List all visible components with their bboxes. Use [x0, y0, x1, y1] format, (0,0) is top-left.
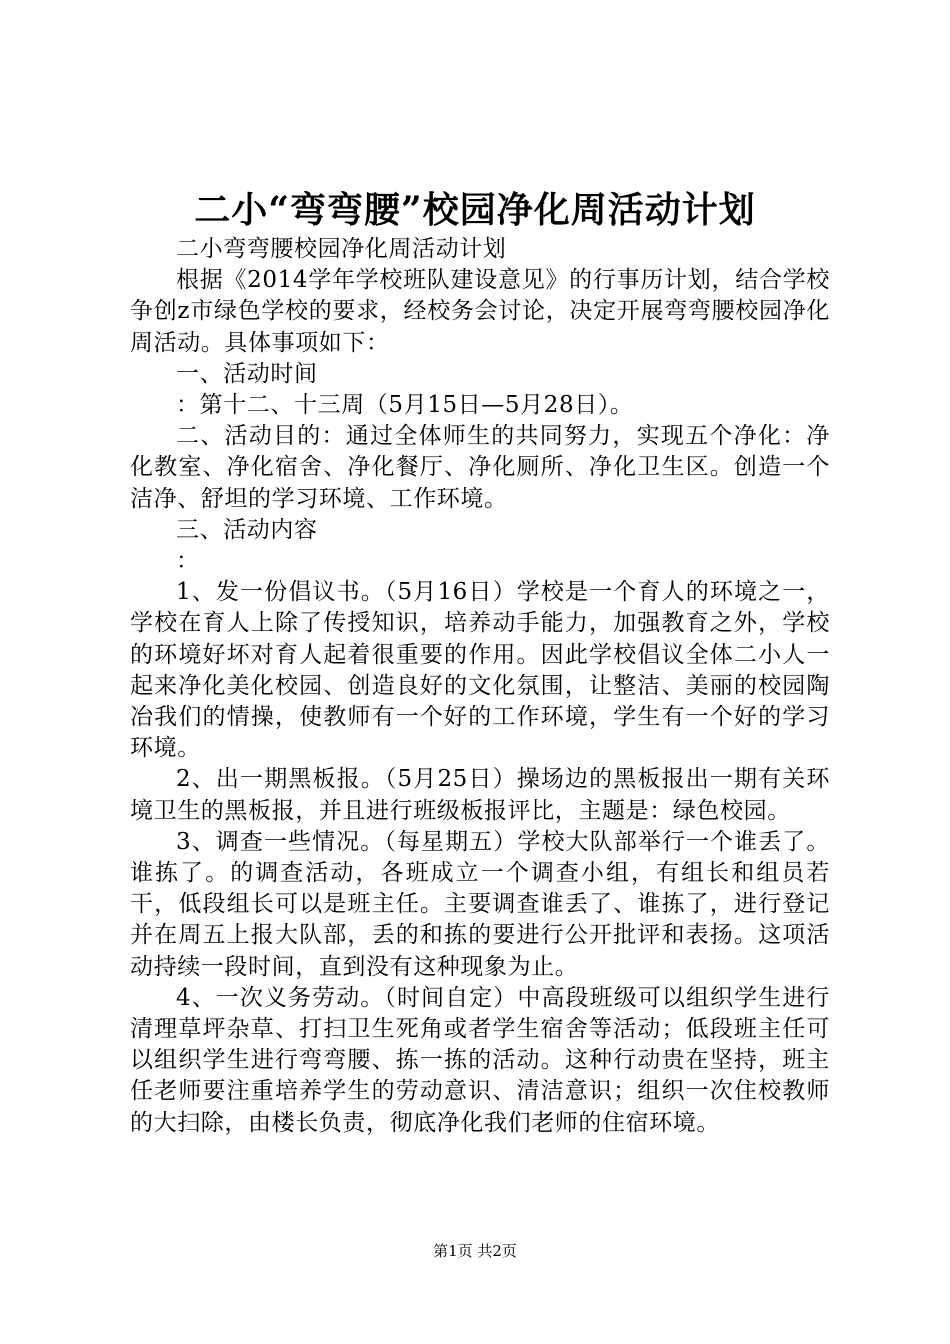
item-3-paragraph: 3、调查一些情况。（每星期五）学校大队部举行一个谁丢了。谁拣了。的调查活动，各班成立一个调查小组，有组长和组员若干，低段组长可以是班主任。主要调查谁丢了、谁拣了，进行登记并在周五上报大队部，丢的和拣的要进行公开批评和表扬。这项活动持续一段时间，直到没有这种现象为止。 [130, 828, 830, 980]
item-2-paragraph: 2、出一期黑板报。（5月25日）操场边的黑板报出一期有关环境卫生的黑板报，并且进行班级板报评比，主题是：绿色校园。 [130, 766, 830, 824]
colon-paragraph: ： [176, 548, 200, 575]
purpose-paragraph: 二、活动目的：通过全体师生的共同努力，实现五个净化：净化教室、净化宿舍、净化餐厅、净化厕所、净化卫生区。创造一个洁净、舒坦的学习环境、工作环境。 [130, 423, 830, 512]
page-footer: 第1页 共2页 [433, 1242, 517, 1260]
time-paragraph: ：第十二、十三周（5月15日—5月28日）。 [176, 392, 634, 419]
subtitle-paragraph: 二小弯弯腰校园净化周活动计划 [176, 236, 507, 262]
section-heading-content: 三、活动内容 [176, 516, 318, 543]
section-heading-time: 一、活动时间 [176, 360, 318, 387]
item-4-paragraph: 4、一次义务劳动。（时间自定）中高段班级可以组织学生进行清理草坪杂草、打扫卫生死角或者学生宿舍等活动；低段班主任可以组织学生进行弯弯腰、拣一拣的活动。这种行动贵在坚持，班主任老师要注重培养学生的劳动意识、清洁意识；组织一次住校教师的大扫除，由楼长负责，彻底净化我们老师的住宿环境。 [130, 984, 830, 1136]
item-1-paragraph: 1、发一份倡议书。（5月16日）学校是一个育人的环境之一，学校在育人上除了传授知识，培养动手能力，加强教育之外，学校的环境好坏对育人起着很重要的作用。因此学校倡议全体二小人一起来净化美化校园、创造良好的文化氛围，让整洁、美丽的校园陶冶我们的情操，使教师有一个好的工作环境，学生有一个好的学习环境。 [130, 579, 830, 762]
intro-paragraph: 根据《2014学年学校班队建设意见》的行事历计划，结合学校争创z市绿色学校的要求，经校务会讨论，决定开展弯弯腰校园净化周活动。具体事项如下： [130, 267, 830, 356]
document-title: 二小“弯弯腰”校园净化周活动计划 [194, 189, 756, 231]
document-body [130, 234, 830, 1139]
